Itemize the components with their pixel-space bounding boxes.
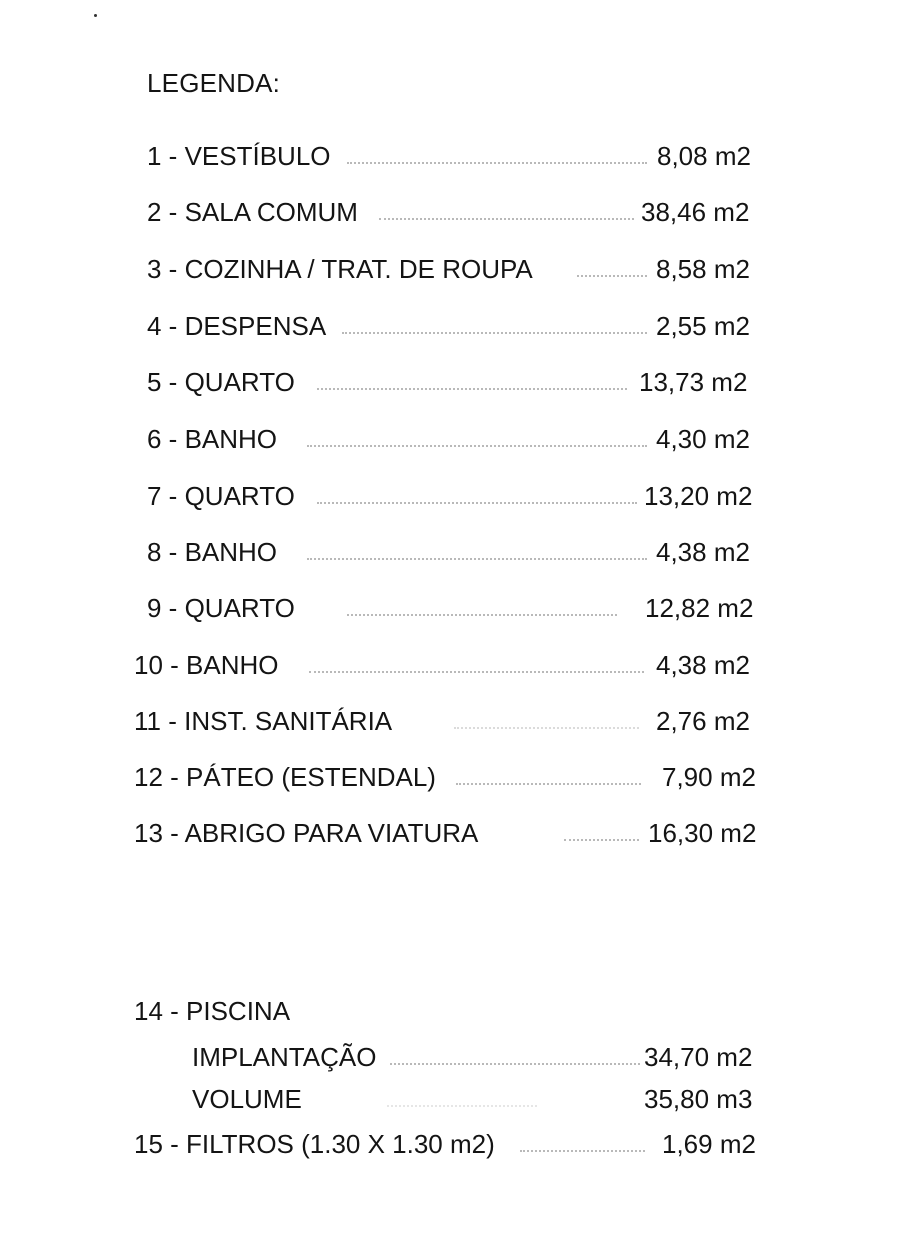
item-label: 8 - BANHO [147, 537, 278, 567]
dot-leader [456, 783, 641, 785]
item-area: 4,38 m2 [656, 537, 750, 567]
item-area: 16,30 m2 [648, 818, 757, 848]
dot-leader [454, 727, 639, 729]
item-label: 9 - QUARTO [147, 593, 295, 623]
legend-item-14-heading [134, 994, 774, 1028]
legend-item-12 [134, 760, 774, 794]
item-area: 8,08 m2 [657, 141, 751, 171]
legend-item-10 [134, 648, 774, 682]
item-label: 10 - BANHO [134, 650, 279, 680]
legend-item-15 [134, 1127, 774, 1161]
legend-item-13 [134, 816, 774, 850]
legend-item-9 [147, 591, 767, 625]
item-label: 12 - PÁTEO (ESTENDAL) [134, 762, 436, 792]
legend-item-8 [147, 535, 767, 569]
item-label: 15 - FILTROS (1.30 X 1.30 m2) [134, 1129, 495, 1159]
legend-item-7 [147, 479, 767, 513]
item-label: 11 - INST. SANITÁRIA [134, 706, 393, 736]
legend-item-6 [147, 422, 767, 456]
legend-item-1 [147, 139, 767, 173]
item-area: 4,38 m2 [656, 650, 750, 680]
dot-leader [379, 218, 634, 220]
item-label: 2 - SALA COMUM [147, 197, 358, 227]
dot-leader [307, 445, 647, 447]
item-area: 34,70 m2 [644, 1042, 753, 1072]
item-label: IMPLANTAÇÃO [192, 1042, 377, 1072]
item-label: 14 - PISCINA [134, 996, 291, 1026]
item-label: 4 - DESPENSA [147, 311, 327, 341]
pool-volume-row [192, 1082, 772, 1116]
dot-leader [564, 839, 639, 841]
legend-item-4 [147, 309, 767, 343]
item-area: 12,82 m2 [645, 593, 754, 623]
item-label: 5 - QUARTO [147, 367, 295, 397]
dot-leader [342, 332, 647, 334]
item-area: 7,90 m2 [662, 762, 756, 792]
legend-item-5 [147, 365, 767, 399]
dot-leader [387, 1105, 537, 1107]
dot-leader [317, 502, 637, 504]
dot-leader [390, 1063, 640, 1065]
item-label: 1 - VESTÍBULO [147, 141, 331, 171]
item-area: 8,58 m2 [656, 254, 750, 284]
dot-leader [347, 614, 617, 616]
item-area: 2,76 m2 [656, 706, 750, 736]
item-label: 7 - QUARTO [147, 481, 295, 511]
item-label: 13 - ABRIGO PARA VIATURA [134, 818, 479, 848]
dot-leader [520, 1150, 645, 1152]
item-label: 3 - COZINHA / TRAT. DE ROUPA [147, 254, 533, 284]
dot-leader [309, 671, 644, 673]
item-area: 13,20 m2 [644, 481, 753, 511]
dot-leader [307, 558, 647, 560]
item-area: 4,30 m2 [656, 424, 750, 454]
legend-item-3 [147, 252, 767, 286]
dot-leader [347, 162, 647, 164]
legend-item-2 [147, 195, 767, 229]
dot-leader [577, 275, 647, 277]
item-label: 6 - BANHO [147, 424, 278, 454]
item-area: 38,46 m2 [641, 197, 750, 227]
item-label: VOLUME [192, 1084, 302, 1114]
dot-leader [317, 388, 627, 390]
legend-item-11 [134, 704, 774, 738]
item-area: 13,73 m2 [639, 367, 748, 397]
item-volume: 35,80 m3 [644, 1084, 753, 1114]
item-area: 2,55 m2 [656, 311, 750, 341]
item-area: 1,69 m2 [662, 1129, 756, 1159]
legend-title: LEGENDA: [147, 68, 281, 98]
pool-implantation-row [192, 1040, 772, 1074]
scan-speck [94, 14, 97, 17]
